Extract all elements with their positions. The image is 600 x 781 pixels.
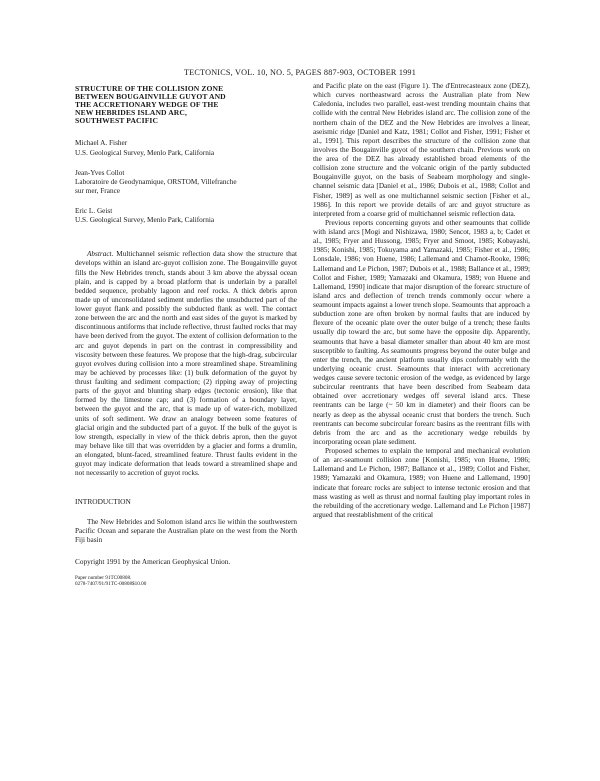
author-affiliation: Laboratoire de Geodynamique, ORSTOM, Villefranche	[75, 177, 237, 186]
paper-number-line: 0278-7407/91/91TC-00808$10.00	[75, 580, 147, 587]
abstract-text: Multichannel seismic reflection data show the structure that develops within an island arc-guyot collision zone. The Bougainville guyot fills the New Hebrides trench, stands about 3 km above the abyssal ocean plain, and is capped by a broad platform that is underlain by a parallel bedded sequence, probably lagoon and reef rocks. A thick debris apron made up of unconsolidated sediment underlies the unsubducted part of the lower guyot flank and possibly the subducted flank as well. The contact zone between the arc and the north and east sides of the guyot is marked by discontinuous antiforms that include reflective, thrust faulted rocks that may have been derived from the guyot. The extent of collision deformation to the arc and guyot depends in part on the contrast in compressibility and viscosity between these features. We propose that the high-drag, subcircular guyot evolves during collision into a more streamlined shape. Streamlining may be achieved by processes like: (1) bulk deformation of the guyot by thrust faulting and sediment compaction; (2) ripping away of projecting parts of the guyot and blunting sharp edges (tectonic erosion), like that formed by the limestone cap; and (3) formation of a boundary layer, between the guyot and the arc, that is made up of water-rich, mobilized units of soft sediment. We draw an analogy between some features of glacial origin and the subducted part of a guyot. If the bulk of the guyot is low strength, especially in view of the thick debris apron, then the guyot may behave like till that was overridden by a glacier and forms a drumlin, an elongated, blunt-faced, streamlined feature. Thrust faults evident in the guyot may indicate deformation that leads toward a streamlined shape and not necessarily to accretion of guyot rocks.	[75, 250, 297, 478]
paper-number	[75, 576, 297, 588]
title-line: THE ACCRETIONARY WEDGE OF THE	[75, 100, 219, 110]
copyright-line: Copyright 1991 by the American Geophysical Union.	[75, 557, 231, 566]
intro-continued-paragraph: and Pacific plate on the east (Figure 1). The d'Entrecasteaux zone (DEZ), which curves northeastward across the Australian plate from New Caledonia, includes two parallel, east-west trending mountain chains that collide with the central New Hebrides island arc. The collision zone of the northern chain of the DEZ and the New Hebrides are involves a linear, aseismic ridge [Daniel and Katz, 1981; Collot and Fisher, 1991; Fisher et al., 1991]. This report describes the structure of the collision zone that involves the Bougainville guyot of the southern chain. Previous work on the area of the DEZ has already established broad elements of the collision zone structure and the volcanic origin of the partly subducted Bougainville guyot, on the basis of Seabeam morphology and single-channel seismic data [Daniel et al., 1986; Dubois et al., 1988; Collot and Fisher, 1989] as well as one multichannel seismic section [Fisher et al., 1986]. In this report we provide details of arc and guyot structure as interpreted from a coarse grid of multichannel seismic reflection data.	[313, 82, 530, 218]
author-block	[75, 207, 297, 225]
intro-paragraph: The New Hebrides and Solomon island arcs lie within the southwestern Pacific Ocean and separate the Australian plate on the west from the North Fiji basin	[75, 517, 297, 544]
left-column	[75, 82, 297, 588]
title-line: SOUTHWEST PACIFIC	[75, 116, 159, 126]
author-name: Eric L. Geist	[75, 207, 113, 216]
title-line: NEW HEBRIDES ISLAND ARC,	[75, 108, 187, 118]
paper-number-line: Paper number 91TC00808.	[75, 575, 132, 582]
author-name: Jean-Yves Collot	[75, 168, 125, 177]
author-block	[75, 169, 297, 196]
abstract	[75, 250, 297, 478]
abstract-label: Abstract.	[87, 250, 114, 259]
running-head: TECTONICS, VOL. 10, NO. 5, PAGES 887-903, OCTOBER 1991	[183, 68, 417, 77]
body-paragraph: Previous reports concerning guyots and other seamounts that collide with island arcs [Mogi and Nishizawa, 1980; Sencot, 1983 a, b; Cadet et al., 1985; Fryer and Hussong, 1985; Fryer and Smoot, 1985; Kobayashi, 1985; Konishi, 1985; Tokuyama and Yamazaki, 1985; Fisher et al., 1986; Lonsdale, 1986; von Huene, 1986; Lallemand and Chamot-Rooke, 1986; Lallemand and Le Pichon, 1987; Dubois et al., 1988; Ballance et al., 1989; Collot and Fisher, 1989; Yamazaki and Okamura, 1989; von Huene and Lallemand, 1990] indicate that major disruption of the forearc structure of island arcs and deflection of trench trends commonly occur where a seamount impacts against a lower trench slope. Seamounts that approach a subduction zone are often broken by normal faults that are induced by flexure of the oceanic plate over the outer bulge of a trench; these faults usually dip toward the arc, but some have the opposite dip. Apparently, seamounts that have a basal diameter smaller than about 40 km are most susceptible to faulting. As seamounts progress beyond the outer bulge and enter the trench, the ancient platform usually dips conformably with the underlying oceanic crust. Seamounts that interact with accretionary wedges cause severe tectonic erosion of the wedge, as evidenced by large subcircular reentrants that have been described from Seabeam data obtained over accretionary wedges off several island arcs. These reentrants can be large (~ 50 km in diameter) and their floors can be nearly as deep as the abyssal oceanic crust that borders the trench. Such reentrants can become subcircular forearc basins as the reentrant fills with debris from the arc and as the accretionary wedge rebuilds by incorporating ocean plate sediment.	[313, 218, 530, 446]
title-line: STRUCTURE OF THE COLLISION ZONE	[75, 84, 224, 93]
section-heading: INTRODUCTION	[75, 497, 131, 507]
author-name: Michael A. Fisher	[75, 139, 128, 148]
right-column	[313, 82, 530, 520]
author-affiliation: U.S. Geological Survey, Menlo Park, California	[75, 148, 215, 157]
author-block	[75, 139, 297, 157]
title-line: BETWEEN BOUGAINVILLE GUYOT AND	[75, 92, 226, 102]
body-paragraph: Proposed schemes to explain the temporal and mechanical evolution of an arc-seamount collision zone [Konishi, 1985; von Huene, 1986; Lallemand and Le Pichon, 1987; Ballance et al., 1989; Collot and Fisher, 1989; Yamazaki and Okamura, 1989; von Huene and Lallemand, 1990] indicate that forearc rocks are subject to intense tectonic erosion and that mass wasting as well as thrust and normal faulting play important roles in the rebuilding of the accretionary wedge. Lallemand and Le Pichon [1987] argued that reestablishment of the critical	[313, 447, 530, 519]
author-affiliation: U.S. Geological Survey, Menlo Park, California	[75, 216, 215, 225]
author-affiliation: sur mer, France	[75, 186, 121, 195]
article-title	[75, 85, 297, 125]
